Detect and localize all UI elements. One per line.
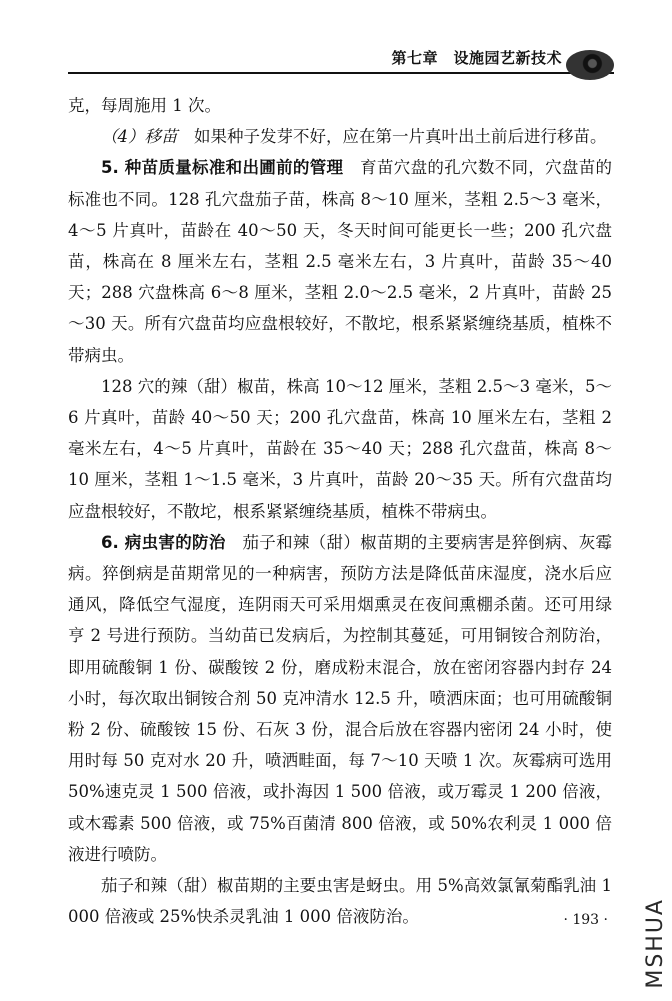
paragraph — [68, 152, 612, 370]
header-ornament-icon — [566, 50, 614, 80]
paragraph-text: 育苗穴盘的孔穴数不同，穴盘苗的标准也不同。128 孔穴盘茄子苗，株高 8～10 厘米，茎粗 2.5～3 毫米，4～5 片真叶，苗龄在 40～50 天，冬天时间可能更长一些；200 孔穴盘苗，株高在 8 厘米左右，茎粗 2.5 毫米左右，3 片真叶，苗龄 35～40 天；288 穴盘株高 6～8 厘米，茎粗 2.0～2.5 毫米，2 片真叶，苗龄 25～30 天。所有穴盘苗均应盘根较好，不散坨，根系紧紧缠绕基质，植株不带病虫。 — [68, 158, 612, 365]
paragraph — [68, 90, 612, 121]
paragraph-text: 128 穴的辣（甜）椒苗，株高 10～12 厘米，茎粗 2.5～3 毫米，5～6 片真叶，苗龄 40～50 天；200 孔穴盘苗，株高 10 厘米左右，茎粗 2 毫米左右，4～5 片真叶，苗龄在 35～40 天；288 孔穴盘苗，株高 8～10 厘米，茎粗 1～1.5 毫米，3 片真叶，苗龄 20～35 天。所有穴盘苗均应盘根较好，不散坨，根系紧紧缠绕基质，植株不带病虫。 — [68, 376, 612, 521]
paragraph — [68, 527, 612, 870]
paragraph-text: 茄子和辣（甜）椒苗期的主要虫害是蚜虫。用 5%高效氯氰菊酯乳油 1 000 倍液或 25%快杀灵乳油 1 000 倍液防治。 — [68, 876, 612, 927]
section-heading: 6. 病虫害的防治 — [101, 532, 226, 552]
watermark: MSHUA — [643, 898, 668, 989]
section-heading: 5. 种苗质量标准和出圃前的管理 — [101, 158, 344, 178]
running-header — [68, 38, 614, 74]
paragraph-text: 克，每周施用 1 次。 — [68, 96, 221, 115]
paragraph-text: 如果种子发芽不好，应在第一片真叶出土前后进行移苗。 — [177, 127, 607, 147]
body-text — [68, 90, 612, 932]
chapter-title: 第七章 设施园艺新技术 — [391, 49, 562, 67]
section-heading: （4）移苗 — [101, 127, 178, 147]
paragraph — [68, 121, 612, 152]
paragraph-text: 茄子和辣（甜）椒苗期的主要病害是猝倒病、灰霉病。猝倒病是苗期常见的一种病害，预防方法是降低苗床湿度，浇水后应通风，降低空气湿度，连阴雨天可采用烟熏灵在夜间熏棚杀菌。还可用绿亨 2 号进行预防。当幼苗已发病后，为控制其蔓延，可用铜铵合剂防治，即用硫酸铜 1 份、碳酸铵 2 份，磨成粉末混合，放在密闭容器内封存 24 小时，每次取出铜铵合剂 50 克冲清水 12.5 升，喷洒床面；也可用硫酸铜粉 2 份、硫酸铵 15 份、石灰 3 份，混合后放在容器内密闭 24 小时，使用时每 50 克对水 20 升，喷洒畦面，每 7～10 天喷 1 次。灰霉病可选用 50%速克灵 1 500 倍液，或扑海因 1 500 倍液，或万霉灵 1 200 倍液，或木霉素 500 倍液，或 75%百菌清 800 倍液，或 50%农利灵 1 000 倍液进行喷防。 — [68, 532, 612, 864]
paragraph — [68, 371, 612, 527]
page-number: · 193 · — [563, 912, 608, 928]
paragraph — [68, 870, 612, 932]
